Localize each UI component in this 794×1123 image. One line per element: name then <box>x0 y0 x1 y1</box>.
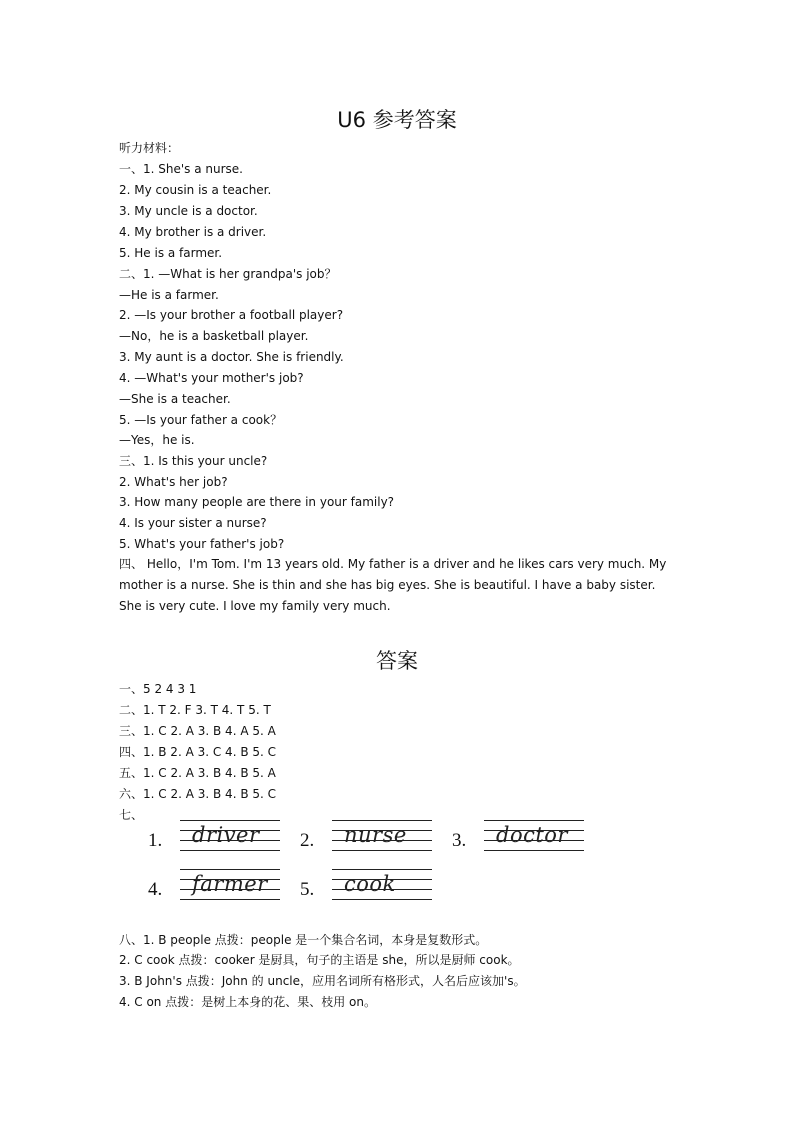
answer-line: 四、1. B 2. A 3. C 4. B 5. C <box>119 745 277 759</box>
answer-line: 三、1. C 2. A 3. B 4. A 5. A <box>119 724 276 738</box>
answer-line: 一、5 2 4 3 1 <box>119 682 197 696</box>
answer-line: 五、1. C 2. A 3. B 4. B 5. A <box>119 766 276 780</box>
section8-line: 3. B John's 点拨：John 的 uncle，应用名词所有格形式，人名后应该加's。 <box>119 974 526 988</box>
listening-line: 3. How many people are there in your family? <box>119 495 395 509</box>
handwriting-box <box>180 820 280 860</box>
section8-line: 4. C on 点拨：是树上本身的花、果、枝用 on。 <box>119 995 376 1009</box>
listening-line: 三、1. Is this your uncle? <box>119 454 268 468</box>
listening-heading: 听力材料： <box>119 141 180 155</box>
writing-number: 5. <box>300 879 315 900</box>
listening-line: 4. Is your sister a nurse? <box>119 516 267 530</box>
listening-line: 5. —Is your father a cook？ <box>119 413 283 427</box>
answer-line: 六、1. C 2. A 3. B 4. B 5. C <box>119 787 277 801</box>
handwriting-box <box>180 869 280 909</box>
listening-line: 4. —What's your mother's job? <box>119 371 304 385</box>
listening-line: 2. My cousin is a teacher. <box>119 183 272 197</box>
handwritten-word: farmer <box>192 872 268 896</box>
handwriting-box <box>332 869 432 909</box>
listening-line: 5. What's your father's job? <box>119 537 285 551</box>
handwritten-word: driver <box>192 823 260 847</box>
listening-line: 3. My uncle is a doctor. <box>119 204 258 218</box>
listening-line: 一、1. She's a nurse. <box>119 162 243 176</box>
handwriting-box <box>484 820 584 860</box>
handwritten-word: nurse <box>344 823 407 847</box>
listening-line: 5. He is a farmer. <box>119 246 223 260</box>
handwritten-word: cook <box>344 872 396 896</box>
listening-line: 2. —Is your brother a football player? <box>119 308 344 322</box>
writing-number: 4. <box>148 879 163 900</box>
page-title: U6 参考答案 <box>337 108 457 132</box>
writing-number: 2. <box>300 830 315 851</box>
listening-line: 4. My brother is a driver. <box>119 225 267 239</box>
listening-line: 二、1. —What is her grandpa's job？ <box>119 267 337 281</box>
listening-line: 2. What's her job? <box>119 475 228 489</box>
handwriting-box <box>332 820 432 860</box>
listening-line: 3. My aunt is a doctor. She is friendly. <box>119 350 344 364</box>
writing-number: 3. <box>452 830 467 851</box>
handwritten-word: doctor <box>496 823 568 847</box>
section7-label: 七、 <box>119 808 144 822</box>
answers-heading: 答案 <box>376 649 418 673</box>
listening-line: —Yes，he is. <box>119 433 195 447</box>
listening-line: —No，he is a basketball player. <box>119 329 309 343</box>
writing-number: 1. <box>148 830 163 851</box>
listening-passage: 四、 Hello，I'm Tom. I'm 13 years old. My father is a driver and he likes cars very much. My mother is a nurse. She is thin and she has big eyes. She is beautiful. I have a baby sister. She is very cute. I love my family very much. <box>119 557 667 613</box>
answer-line: 二、1. T 2. F 3. T 4. T 5. T <box>119 703 271 717</box>
listening-line: —He is a farmer. <box>119 288 219 302</box>
section8-line: 八、1. B people 点拨：people 是一个集合名词，本身是复数形式。 <box>119 933 488 947</box>
section8-line: 2. C cook 点拨：cooker 是厨具，句子的主语是 she，所以是厨师 cook。 <box>119 953 520 967</box>
listening-line: —She is a teacher. <box>119 392 231 406</box>
